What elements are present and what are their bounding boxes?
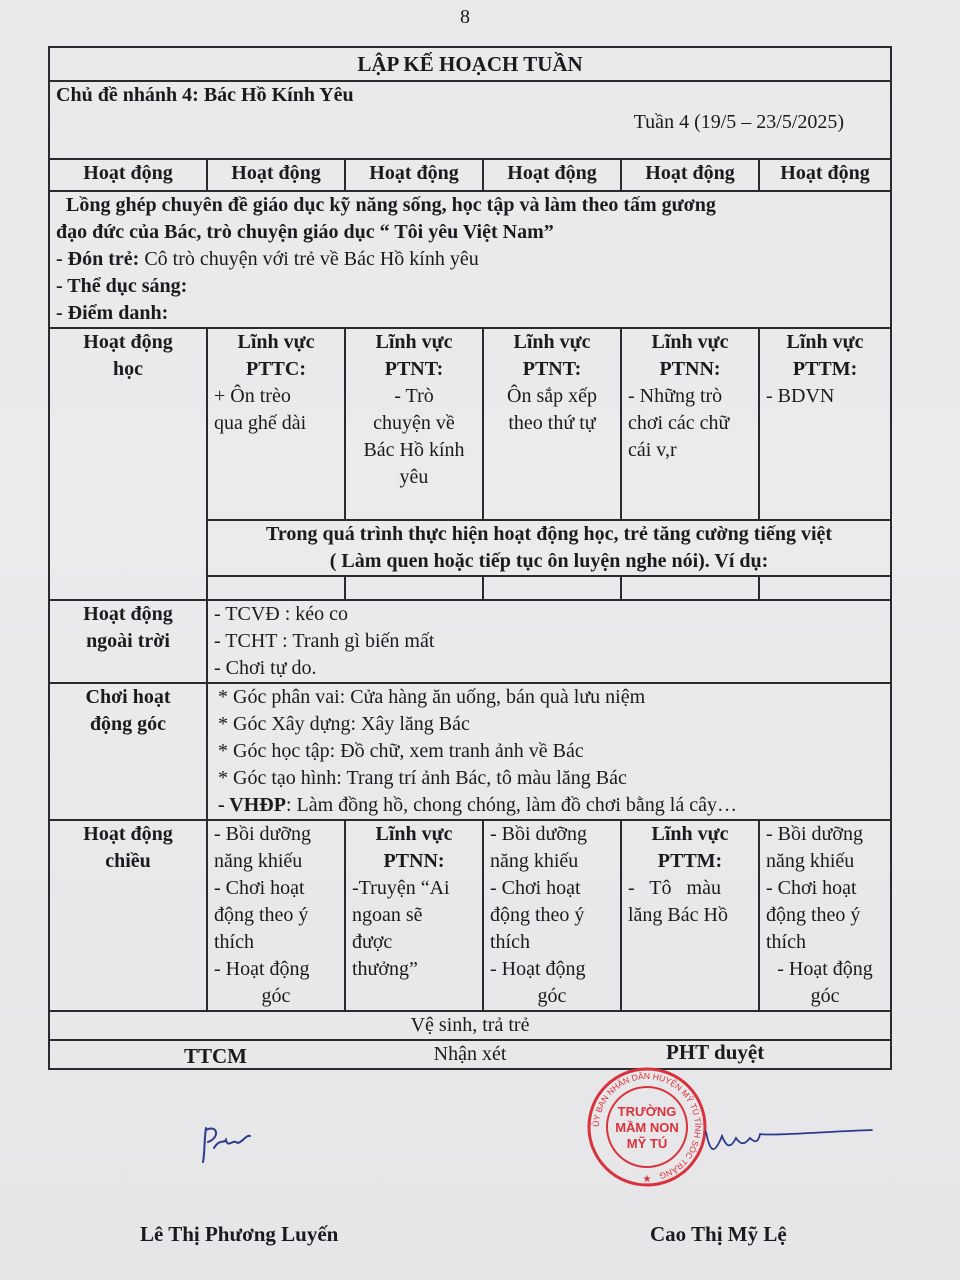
left-signer-title: TTCM — [184, 1044, 247, 1068]
column-header: Hoạt động — [207, 159, 345, 191]
afternoon-line: - Tô màu — [628, 877, 721, 899]
hygiene-row: Vệ sinh, trả trẻ — [49, 1011, 891, 1040]
activity-line: + Ôn trèo — [214, 385, 291, 407]
afternoon-line: - Chơi hoạt — [766, 877, 857, 899]
page-number: 8 — [460, 6, 470, 28]
theme-cell — [49, 81, 891, 159]
field-code: PTTM: — [792, 358, 858, 380]
outdoor-head-line: Hoạt động — [83, 603, 173, 625]
learning-row-head — [49, 328, 207, 600]
afternoon-line: thích — [490, 931, 530, 953]
afternoon-cell-4 — [621, 820, 759, 1011]
activity-line: yêu — [399, 466, 429, 488]
exercise-line: - Thể dục sáng: — [56, 275, 188, 297]
week-range: Tuần 4 (19/5 – 23/5/2025) — [633, 111, 845, 133]
column-header: Hoạt động — [345, 159, 483, 191]
outdoor-row-head — [49, 600, 207, 683]
vhdp-text: : Làm đồng hồ, chong chóng, làm đồ chơi bằng lá cây… — [285, 794, 737, 816]
afternoon-line: góc — [810, 985, 840, 1007]
field-code: PTNT: — [522, 358, 582, 380]
learning-cell-ptnt-2 — [483, 328, 621, 520]
field-label: Lĩnh vực — [651, 331, 729, 353]
afternoon-line: năng khiếu — [214, 850, 303, 872]
intro-line-2: đạo đức của Bác, trò chuyện giáo dục “ Tôi yêu Việt Nam” — [56, 221, 554, 243]
theme-title: Chủ đề nhánh 4: Bác Hồ Kính Yêu — [56, 84, 354, 106]
empty-cell — [483, 576, 621, 600]
field-label: Lĩnh vực — [237, 331, 315, 353]
afternoon-head-line: chiều — [105, 850, 151, 872]
right-signature-scribble — [700, 1112, 876, 1172]
learning-head-line: Hoạt động — [83, 331, 173, 353]
corners-row-head — [49, 683, 207, 820]
afternoon-line: năng khiếu — [766, 850, 855, 872]
field-label: Lĩnh vực — [375, 823, 453, 845]
activity-line: Bác Hồ kính — [363, 439, 465, 461]
afternoon-line: ngoan sẽ — [352, 904, 423, 926]
column-header: Hoạt động — [49, 159, 207, 191]
afternoon-line: -Truyện “Ai — [352, 877, 450, 899]
learning-cell-pttm — [759, 328, 891, 520]
school-stamp — [586, 1066, 708, 1188]
afternoon-cell-1 — [207, 820, 345, 1011]
activity-line: chuyện về — [373, 412, 455, 434]
plan-title: LẬP KẾ HOẠCH TUẦN — [49, 47, 891, 81]
stamp-line-3: MỸ TÚ — [626, 1136, 668, 1151]
afternoon-line: thích — [214, 931, 254, 953]
afternoon-line: - Hoạt động — [214, 958, 310, 980]
afternoon-head-line: Hoạt động — [83, 823, 173, 845]
field-code: PTNN: — [383, 850, 445, 872]
activity-line: - Trò — [394, 385, 434, 407]
welcome-text: Cô trò chuyện với trẻ về Bác Hồ kính yêu — [139, 248, 479, 270]
right-signer-name: Cao Thị Mỹ Lệ — [650, 1222, 787, 1246]
outdoor-item: - Chơi tự do. — [214, 657, 317, 679]
afternoon-cell-2 — [345, 820, 483, 1011]
afternoon-line: góc — [261, 985, 291, 1007]
activity-line: theo thứ tự — [508, 412, 596, 434]
field-label: Lĩnh vực — [651, 823, 729, 845]
weekly-plan-table — [48, 46, 892, 1070]
activity-line: qua ghế dài — [214, 412, 307, 434]
learning-cell-pttc — [207, 328, 345, 520]
afternoon-line: - Bồi dưỡng — [766, 823, 863, 845]
afternoon-cell-5 — [759, 820, 891, 1011]
outdoor-cell — [207, 600, 891, 683]
afternoon-cell-3 — [483, 820, 621, 1011]
afternoon-row-head — [49, 820, 207, 1011]
field-code: PTTC: — [246, 358, 306, 380]
afternoon-line: - Bồi dưỡng — [490, 823, 587, 845]
afternoon-line: - Hoạt động — [777, 958, 873, 980]
learning-cell-ptnn — [621, 328, 759, 520]
vhdp-label: - VHĐP — [218, 794, 286, 816]
empty-cell — [345, 576, 483, 600]
vhdp-item — [218, 792, 884, 819]
corner-item: * Góc phân vai: Cửa hàng ăn uống, bán quà lưu niệm — [218, 686, 646, 708]
left-signature-scribble — [196, 1122, 256, 1166]
afternoon-line: lăng Bác Hồ — [628, 904, 728, 926]
corners-cell — [207, 683, 891, 820]
afternoon-line: - Chơi hoạt — [490, 877, 581, 899]
outdoor-item: - TCHT : Tranh gì biến mất — [214, 630, 435, 652]
afternoon-line: động theo ý — [214, 904, 309, 926]
learning-head-line: học — [113, 358, 143, 380]
empty-cell — [207, 576, 345, 600]
corner-item: * Góc tạo hình: Trang trí ảnh Bác, tô màu lăng Bác — [218, 767, 627, 789]
column-header: Hoạt động — [759, 159, 891, 191]
comments-row: Nhận xét — [49, 1040, 891, 1069]
stamp-ring-text: ỦY BAN NHÂN DÂN HUYỆN MỸ TÚ TỈNH SÓC TRĂNG — [590, 1070, 704, 1182]
empty-cell — [759, 576, 891, 600]
welcome-line — [56, 246, 884, 273]
stamp-star-icon: ★ — [642, 1174, 652, 1185]
column-header: Hoạt động — [621, 159, 759, 191]
right-signer-title: PHT duyệt — [666, 1040, 765, 1064]
field-code: PTNT: — [384, 358, 444, 380]
activity-line: - Những trò — [628, 385, 723, 407]
learning-cell-ptnt-1 — [345, 328, 483, 520]
afternoon-line: động theo ý — [766, 904, 861, 926]
field-code: PTNN: — [659, 358, 721, 380]
afternoon-line: thưởng” — [352, 958, 418, 980]
corners-head-line: Chơi hoạt — [85, 686, 171, 708]
activity-line: chơi các chữ — [628, 412, 730, 434]
field-label: Lĩnh vực — [375, 331, 453, 353]
afternoon-line: được — [352, 931, 393, 953]
outdoor-item: - TCVĐ : kéo co — [214, 603, 349, 625]
afternoon-line: năng khiếu — [490, 850, 579, 872]
column-header: Hoạt động — [483, 159, 621, 191]
intro-cell — [49, 191, 891, 328]
corner-item: * Góc Xây dựng: Xây lăng Bác — [218, 713, 470, 735]
activity-line: - BDVN — [766, 385, 835, 407]
corner-item: * Góc học tập: Đồ chữ, xem tranh ảnh về Bác — [218, 740, 584, 762]
vietnamese-note — [207, 520, 891, 576]
afternoon-line: động theo ý — [490, 904, 585, 926]
activity-line: Ôn sắp xếp — [507, 385, 597, 407]
left-signer-name: Lê Thị Phương Luyến — [140, 1222, 339, 1246]
welcome-label: - Đón trẻ: — [56, 248, 140, 270]
corners-head-line: động góc — [89, 713, 167, 735]
afternoon-line: - Chơi hoạt — [214, 877, 305, 899]
rollcall-line: - Điểm danh: — [56, 302, 169, 324]
empty-cell — [621, 576, 759, 600]
stamp-line-1: TRƯỜNG — [617, 1104, 677, 1119]
intro-line-1: Lồng ghép chuyên đề giáo dục kỹ năng sống, học tập và làm theo tấm gương — [66, 194, 716, 216]
field-label: Lĩnh vực — [786, 331, 864, 353]
vietnamese-note-line: ( Làm quen hoặc tiếp tục ôn luyện nghe nói). Ví dụ: — [329, 550, 769, 572]
stamp-line-2: MẦM NON — [615, 1120, 679, 1135]
vietnamese-note-line: Trong quá trình thực hiện hoạt động học, trẻ tăng cường tiếng việt — [266, 523, 833, 545]
activity-line: cái v,r — [628, 439, 677, 461]
afternoon-line: - Hoạt động — [490, 958, 586, 980]
field-code: PTTM: — [657, 850, 723, 872]
afternoon-line: thích — [766, 931, 806, 953]
afternoon-line: góc — [537, 985, 567, 1007]
field-label: Lĩnh vực — [513, 331, 591, 353]
afternoon-line: - Bồi dưỡng — [214, 823, 311, 845]
outdoor-head-line: ngoài trời — [86, 630, 170, 652]
